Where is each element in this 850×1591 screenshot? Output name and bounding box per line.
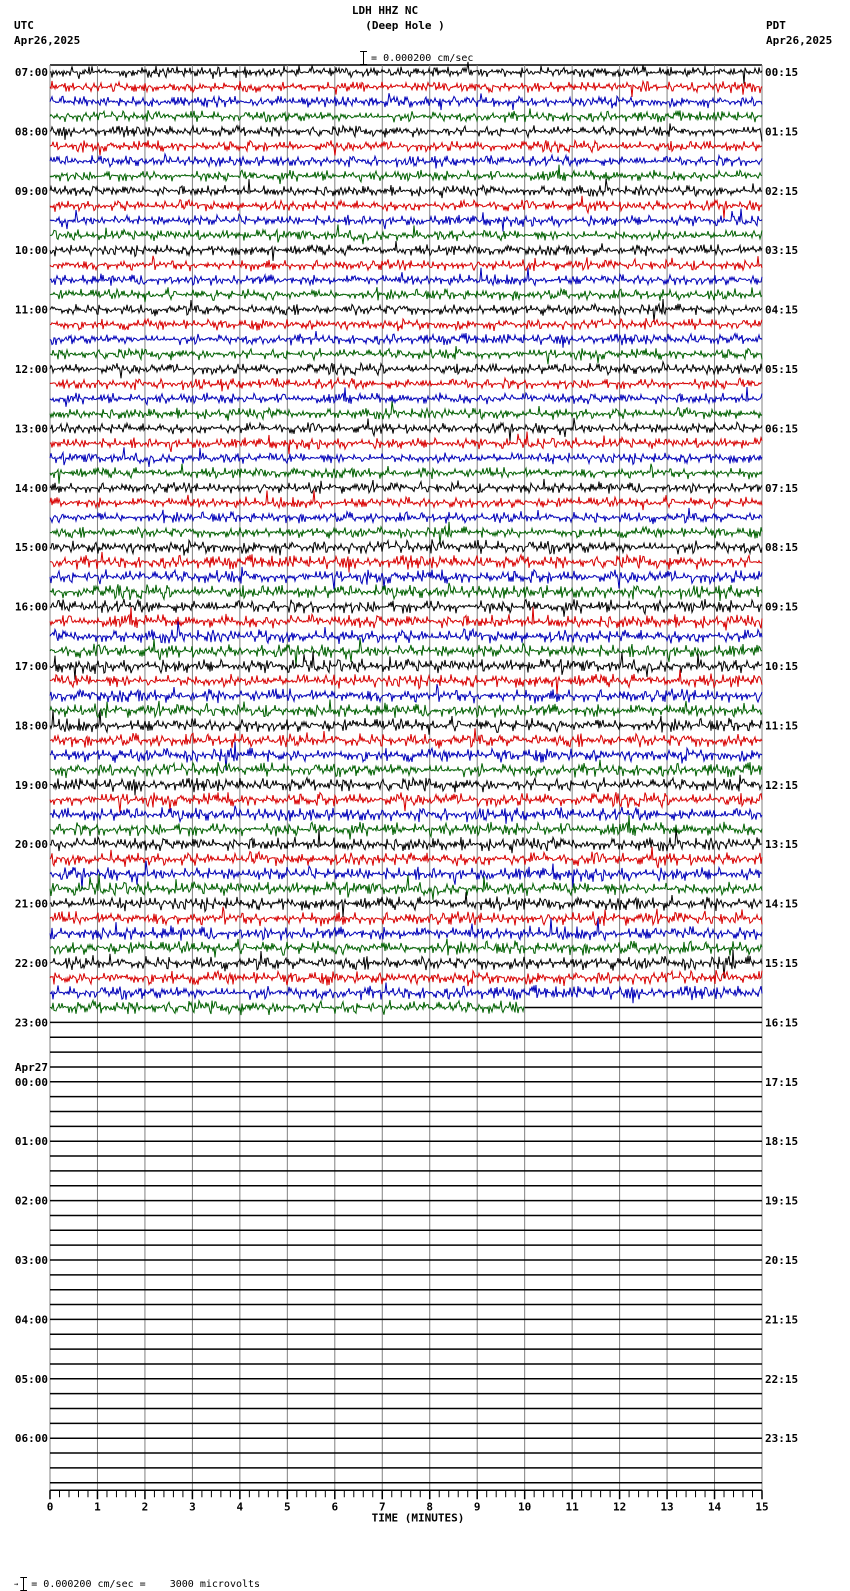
- footer-scale: [2, 1566, 260, 1591]
- trace-row-62: [50, 983, 762, 1004]
- pdt-hour-label: 00:15: [765, 66, 799, 79]
- trace-row-40: [50, 651, 762, 679]
- pdt-hour-label: 12:15: [765, 778, 799, 792]
- utc-hour-label: 15:00: [14, 541, 48, 555]
- trace-row-3: [50, 108, 762, 122]
- utc-hour-label: 18:00: [14, 719, 48, 733]
- x-tick-label: 10: [518, 1500, 532, 1514]
- utc-hour-label: 12:00: [14, 363, 48, 376]
- utc-hour-label: 21:00: [14, 897, 48, 911]
- left-timezone: UTC: [14, 19, 34, 32]
- x-tick-label: 12: [612, 1500, 627, 1514]
- pdt-hour-label: 13:15: [765, 838, 799, 852]
- pdt-hour-label: 14:15: [765, 897, 799, 911]
- trace-row-60: [50, 950, 762, 979]
- utc-hour-label: 00:00: [14, 1075, 48, 1089]
- utc-hour-label: 11:00: [14, 303, 48, 317]
- utc-hour-label: 20:00: [14, 838, 48, 852]
- pdt-hour-label: 05:15: [765, 363, 799, 376]
- pdt-hour-label: 03:15: [765, 244, 799, 258]
- trace-row-15: [50, 287, 762, 302]
- trace-row-8: [50, 179, 762, 198]
- trace-row-53: [50, 847, 762, 868]
- trace-row-14: [50, 268, 762, 286]
- utc-date-label: Apr27: [14, 1060, 48, 1074]
- right-timezone: PDT: [766, 19, 786, 32]
- pdt-hour-label: 08:15: [765, 541, 799, 555]
- trace-row-48: [50, 775, 762, 796]
- trace-row-55: [50, 874, 762, 900]
- pdt-hour-label: 23:15: [765, 1432, 799, 1446]
- pdt-hour-label: 07:15: [765, 481, 799, 495]
- pdt-hour-label: 01:15: [765, 125, 799, 139]
- pdt-hour-label: 10:15: [765, 660, 799, 673]
- trace-row-20: [50, 362, 762, 378]
- utc-hour-label: 16:00: [14, 600, 48, 614]
- x-tick-label: 13: [660, 1500, 674, 1514]
- trace-row-19: [50, 346, 762, 364]
- utc-hour-label: 10:00: [14, 244, 48, 258]
- pdt-hour-label: 22:15: [765, 1372, 799, 1386]
- utc-hour-label: 22:00: [14, 957, 48, 970]
- trace-row-13: [50, 256, 762, 271]
- utc-hour-label: 03:00: [14, 1254, 48, 1267]
- pdt-hour-label: 11:15: [765, 719, 799, 733]
- x-tick-label: 14: [707, 1500, 722, 1514]
- trace-row-57: [50, 907, 762, 926]
- trace-row-16: [50, 299, 762, 322]
- x-tick-label: 0: [46, 1500, 54, 1514]
- pdt-hour-label: 02:15: [765, 184, 799, 198]
- trace-row-28: [50, 479, 762, 494]
- left-date: Apr26,2025: [14, 34, 81, 47]
- trace-row-43: [50, 700, 762, 718]
- trace-row-26: [50, 447, 762, 467]
- trace-row-52: [50, 829, 762, 853]
- pdt-hour-label: 09:15: [765, 600, 799, 614]
- right-date: Apr26,2025: [766, 34, 833, 47]
- trace-row-42: [50, 684, 762, 703]
- utc-hour-label: 04:00: [14, 1313, 48, 1327]
- x-tick-label: 6: [331, 1500, 339, 1514]
- pdt-hour-label: 19:15: [765, 1194, 799, 1208]
- trace-row-6: [50, 154, 762, 169]
- trace-row-1: [50, 81, 762, 97]
- pdt-hour-label: 15:15: [765, 957, 799, 970]
- trace-row-17: [50, 318, 762, 331]
- x-tick-label: 5: [284, 1500, 291, 1514]
- trace-row-9: [50, 196, 762, 218]
- pdt-hour-label: 06:15: [765, 422, 799, 436]
- pdt-hour-label: 04:15: [765, 303, 799, 317]
- trace-row-21: [50, 378, 762, 391]
- pdt-hour-label: 21:15: [765, 1313, 799, 1327]
- trace-row-27: [50, 464, 762, 484]
- utc-hour-label: 13:00: [14, 422, 48, 436]
- x-tick-label: 11: [565, 1500, 579, 1514]
- seismic-traces: [50, 62, 762, 1483]
- trace-row-61: [50, 970, 762, 986]
- station-location: (Deep Hole ): [365, 19, 445, 32]
- trace-row-25: [50, 432, 762, 455]
- minute-gridlines: [50, 65, 762, 1490]
- trace-row-5: [50, 140, 762, 155]
- trace-row-47: [50, 760, 762, 778]
- header-scale-text: = 0.000200 cm/sec: [371, 53, 474, 64]
- time-axis: [47, 1490, 769, 1524]
- trace-row-35: [50, 583, 762, 601]
- pdt-hour-label: 18:15: [765, 1135, 799, 1149]
- station-title: LDH HHZ NC: [351, 4, 419, 17]
- utc-hour-label: 02:00: [14, 1194, 48, 1208]
- trace-row-10: [50, 209, 762, 232]
- trace-row-4: [50, 123, 762, 141]
- trace-row-31: [50, 522, 762, 545]
- footer-scale-bar-icon: [20, 1577, 27, 1591]
- trace-row-36: [50, 599, 762, 617]
- hour-labels: [15, 66, 798, 1445]
- utc-hour-label: 01:00: [14, 1135, 48, 1149]
- trace-row-51: [50, 815, 762, 839]
- x-tick-label: 15: [755, 1500, 769, 1514]
- trace-row-30: [50, 508, 762, 524]
- x-tick-label: 1: [94, 1500, 101, 1514]
- trace-row-50: [50, 806, 762, 824]
- x-tick-label: 4: [236, 1500, 244, 1514]
- trace-row-45: [50, 728, 762, 748]
- utc-hour-label: 08:00: [14, 125, 48, 139]
- trace-row-33: [50, 552, 762, 573]
- trace-row-56: [50, 892, 762, 917]
- trace-row-41: [50, 670, 762, 695]
- x-axis-title: TIME (MINUTES): [371, 1511, 465, 1525]
- trace-row-24: [50, 418, 762, 441]
- trace-row-2: [50, 93, 762, 110]
- utc-hour-label: 23:00: [14, 1016, 48, 1030]
- x-tick-label: 9: [473, 1500, 481, 1514]
- utc-hour-label: 06:00: [14, 1432, 48, 1446]
- trace-row-49: [50, 792, 762, 812]
- pdt-hour-label: 17:15: [765, 1075, 799, 1089]
- utc-hour-label: 19:00: [14, 778, 48, 792]
- trace-row-29: [50, 490, 762, 510]
- x-tick-label: 8: [426, 1500, 434, 1514]
- x-tick-label: 2: [141, 1500, 149, 1514]
- trace-row-34: [50, 567, 762, 590]
- footer-marker: →: [14, 1580, 19, 1588]
- x-tick-label: 7: [378, 1500, 386, 1514]
- utc-hour-label: 09:00: [14, 184, 48, 198]
- trace-row-12: [50, 241, 762, 261]
- utc-hour-label: 07:00: [14, 66, 48, 79]
- utc-hour-label: 17:00: [14, 660, 48, 673]
- utc-hour-label: 14:00: [14, 481, 48, 495]
- trace-row-59: [50, 939, 762, 958]
- trace-row-18: [50, 331, 762, 348]
- trace-row-7: [50, 165, 762, 184]
- trace-row-46: [50, 742, 762, 771]
- trace-row-22: [50, 387, 762, 407]
- pdt-hour-label: 20:15: [765, 1254, 799, 1267]
- trace-row-11: [50, 225, 762, 245]
- footer-scale-text: = 0.000200 cm/sec = 3000 microvolts: [31, 1579, 261, 1590]
- x-tick-label: 3: [189, 1500, 196, 1514]
- pdt-hour-label: 16:15: [765, 1016, 799, 1030]
- trace-row-32: [50, 539, 762, 555]
- utc-hour-label: 05:00: [14, 1372, 48, 1386]
- trace-row-23: [50, 402, 762, 421]
